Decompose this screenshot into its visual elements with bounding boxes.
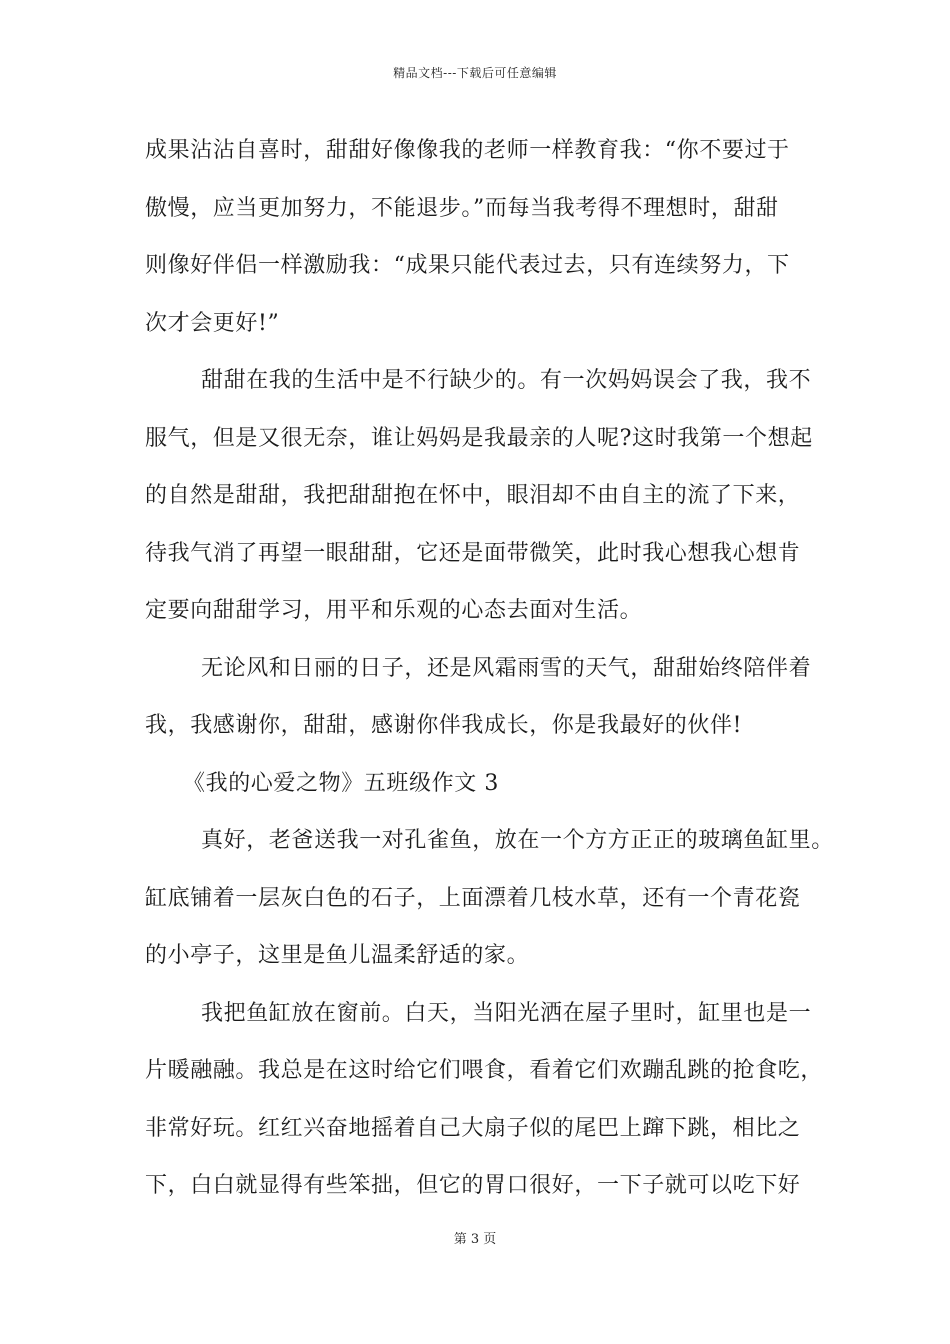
text-line: 则像好伴侣一样激励我：“成果只能代表过去，只有连续努力，下 [145,253,790,278]
page-header: 精品文档---下载后可任意编辑 [393,66,557,80]
text-line: 次才会更好!” [145,311,280,336]
text-line: 成果沾沾自喜时，甜甜好像像我的老师一样教育我：“你不要过于 [145,138,790,163]
page-number: 第 3 页 [453,1232,497,1247]
paragraph-start-line: 无论风和日丽的日子，还是风霜雨雪的天气，甜甜始终陪伴着 [201,656,812,681]
text-line: 片暖融融。我总是在这时给它们喂食，看着它们欢蹦乱跳的抢食吃， [145,1058,824,1083]
text-line: 傲慢，应当更加努力，不能退步。”而每当我考得不理想时，甜甜 [145,196,779,221]
text-line: 的小亭子，这里是鱼儿温柔舒适的家。 [145,943,530,968]
text-line: 我，我感谢你，甜甜，感谢你伴我成长，你是我最好的伙伴! [145,713,743,738]
text-line: 非常好玩。红红兴奋地摇着自己大扇子似的尾巴上蹿下跳，相比之 [145,1116,801,1141]
paragraph-start-line: 甜甜在我的生活中是不行缺少的。有一次妈妈误会了我，我不 [201,368,812,393]
text-line: 下，白白就显得有些笨拙，但它的胃口很好，一下子就可以吃下好 [145,1173,801,1198]
paragraph-start-line: 我把鱼缸放在窗前。白天，当阳光洒在屋子里时，缸里也是一 [201,1001,812,1026]
text-line: 缸底铺着一层灰白色的石子，上面漂着几枝水草，还有一个青花瓷 [145,886,801,911]
text-line: 服气，但是又很无奈，谁让妈妈是我最亲的人呢?这时我第一个想起 [145,426,813,451]
section-heading: 《我的心爱之物》五班级作文 3 [183,771,499,796]
paragraph-start-line: 真好，老爸送我一对孔雀鱼，放在一个方方正正的玻璃鱼缸里。 [201,828,834,853]
text-line: 的自然是甜甜，我把甜甜抱在怀中，眼泪却不由自主的流了下来， [145,483,801,508]
text-line: 定要向甜甜学习，用平和乐观的心态去面对生活。 [145,598,643,623]
text-line: 待我气消了再望一眼甜甜，它还是面带微笑，此时我心想我心想肯 [145,541,801,566]
